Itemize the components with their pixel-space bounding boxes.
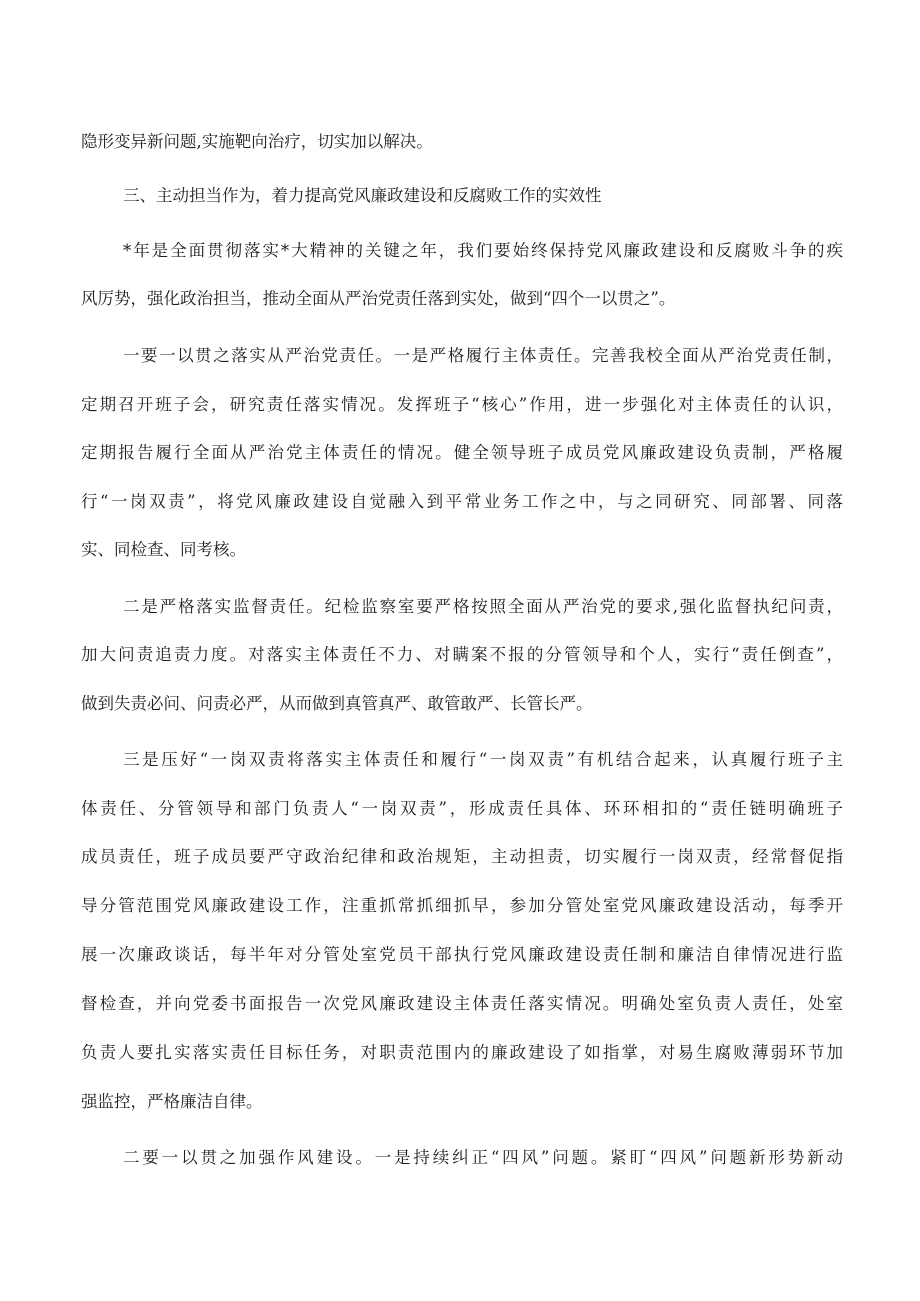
text-line: 定期报告履行全面从严治党主体责任的情况。健全领导班子成员党风廉政建设负责制，严格履 [81, 443, 843, 462]
text-line: 风厉势，强化政治担当，推动全面从严治党责任落到实处，做到“四个一以贯之”。 [81, 289, 676, 308]
text-line: 隐形变异新问题,实施靶向治疗，切实加以解决。 [81, 132, 433, 151]
text-line: 成员责任，班子成员要严守政治纪律和政治规矩，主动担责，切实履行一岗双责，经常督促指 [81, 847, 843, 866]
text-line: 负责人要扎实落实责任目标任务，对职责范围内的廉政建设了如指掌，对易生腐败薄弱环节加 [81, 1043, 843, 1062]
text-line: 定期召开班子会，研究责任落实情况。发挥班子“核心”作用，进一步强化对主体责任的认识， [81, 395, 843, 414]
text-line: 强监控，严格廉洁自律。 [81, 1092, 263, 1111]
text-line: 二要一以贯之加强作风建设。一是持续纠正“四风”问题。紧盯“四风”问题新形势新动 [123, 1148, 843, 1167]
text-line: 体责任、分管领导和部门负责人“一岗双责”，形成责任具体、环环相扣的“责任链明确班子 [81, 799, 843, 818]
text-line: *年是全面贯彻落实*大精神的关键之年，我们要始终保持党风廉政建设和反腐败斗争的疾 [123, 241, 843, 260]
section-heading: 三、主动担当作为，着力提高党风廉政建设和反腐败工作的实效性 [123, 186, 602, 205]
text-line: 加大问责追责力度。对落实主体责任不力、对瞒案不报的分管领导和个人，实行“责任倒查”， [81, 645, 843, 664]
text-line: 一要一以贯之落实从严治党责任。一是严格履行主体责任。完善我校全面从严治党责任制， [123, 346, 843, 365]
text-line: 实、同检查、同考核。 [81, 540, 246, 559]
text-line: 二是严格落实监督责任。纪检监察室要严格按照全面从严治党的要求,强化监督执纪问责， [123, 597, 843, 616]
text-line: 三是压好“一岗双责将落实主体责任和履行“一岗双责”有机结合起来，认真履行班子主 [123, 750, 843, 769]
text-line: 督检查，并向党委书面报告一次党风廉政建设主体责任落实情况。明确处室负责人责任，处室 [81, 994, 843, 1013]
text-line: 行“一岗双责”，将党风廉政建设自觉融入到平常业务工作之中，与之同研究、同部署、同落 [81, 492, 843, 511]
text-line: 展一次廉政谈话，每半年对分管处室党员干部执行党风廉政建设责任制和廉洁自律情况进行监 [81, 945, 843, 964]
text-line: 导分管范围党风廉政建设工作，注重抓常抓细抓早，参加分管处室党风廉政建设活动，每季开 [81, 896, 843, 915]
text-line: 做到失责必问、问责必严，从而做到真管真严、敢管敢严、长管长严。 [81, 694, 593, 713]
